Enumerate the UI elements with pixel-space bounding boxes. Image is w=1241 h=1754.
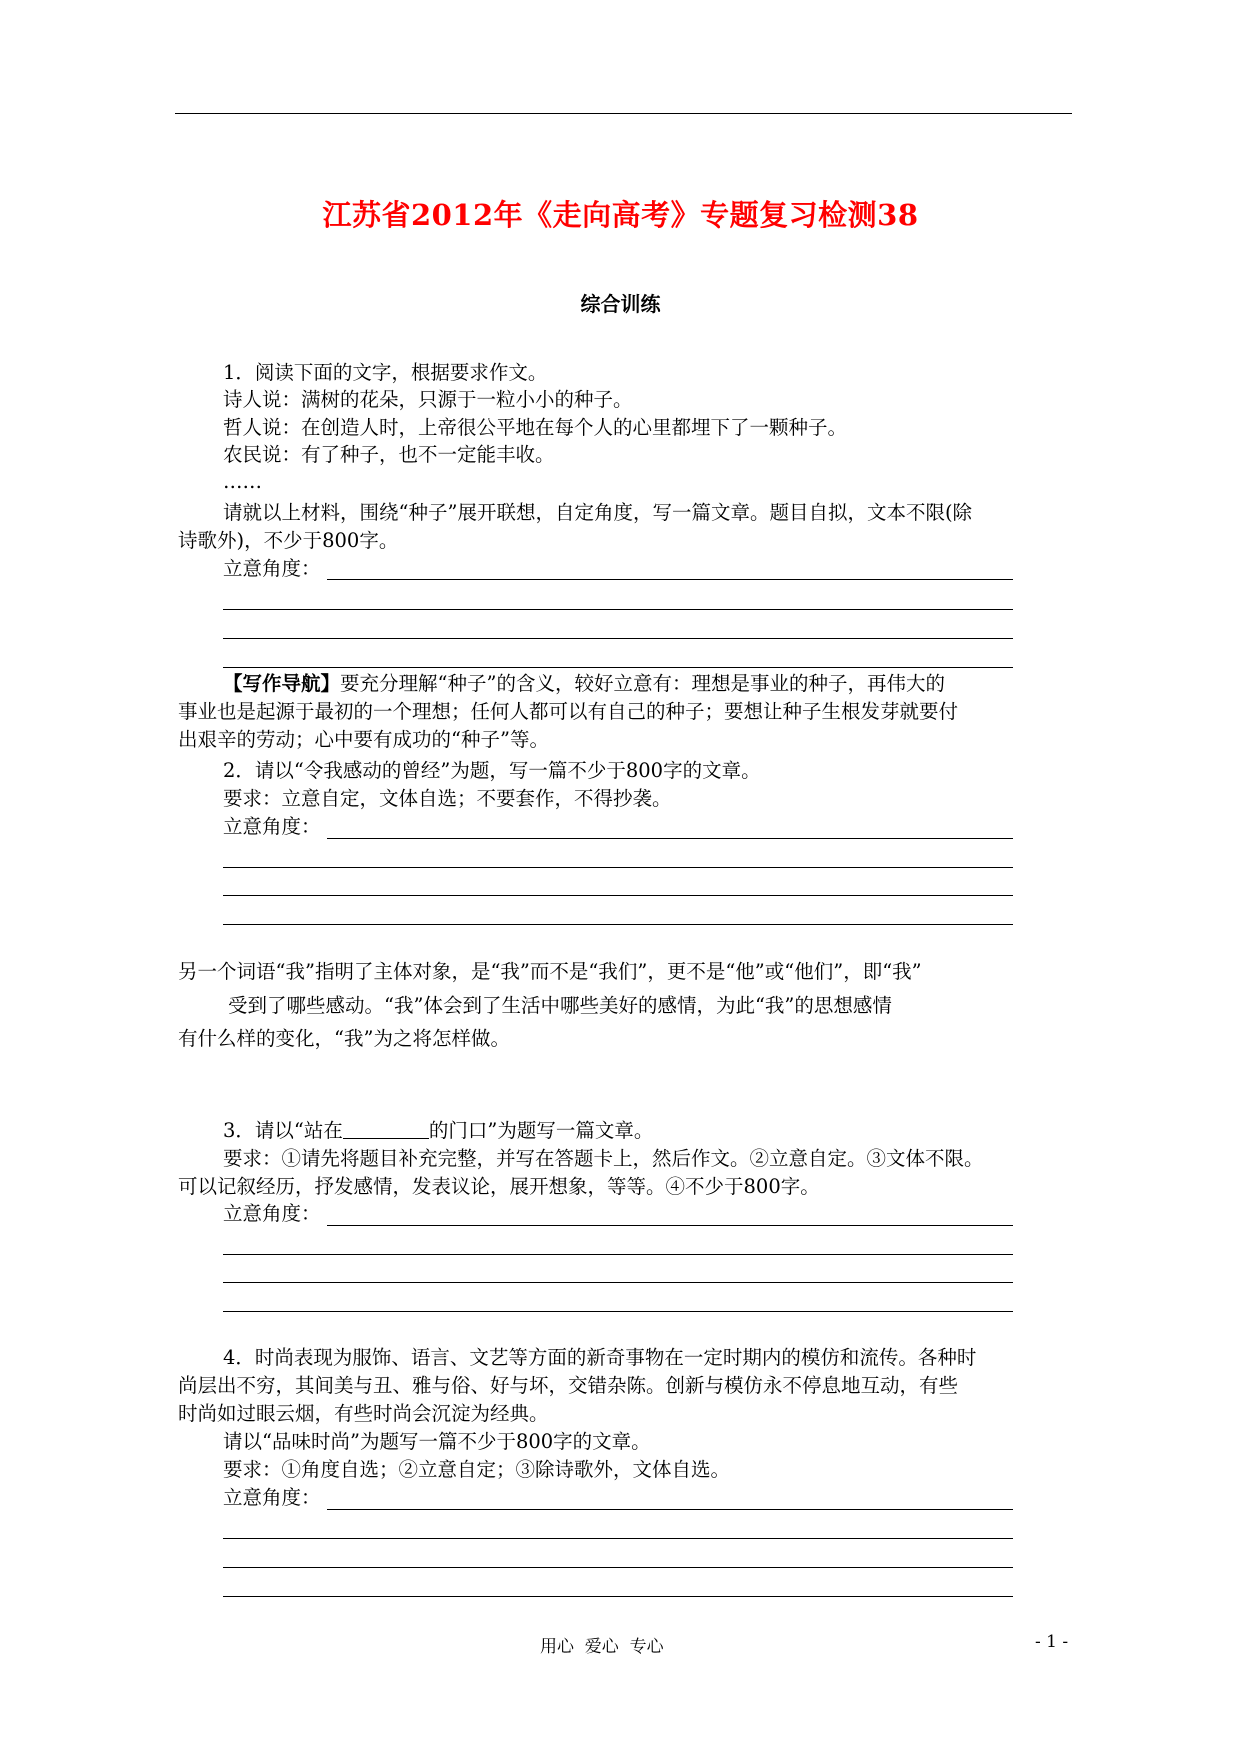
q3-prompt	[223, 1117, 653, 1145]
q4-answer-line	[223, 1596, 1013, 1597]
q2-answer-line	[223, 895, 1013, 896]
q4-answer-line	[223, 1538, 1013, 1539]
header-rule	[175, 113, 1072, 114]
q1-answer-line	[327, 579, 1013, 580]
q1-guide-line2: 事业也是起源于最初的一个理想；任何人都可以有自己的种子；要想让种子生根发芽就要付	[178, 700, 959, 723]
q1-answer-line	[223, 667, 1013, 668]
q3-prompt-after: 的门口”为题写一篇文章。	[428, 1119, 654, 1142]
q1-answer-line	[223, 609, 1013, 610]
q2-requirement: 要求：立意自定，文体自选；不要套作，不得抄袭。	[223, 787, 672, 810]
q3-answer-line	[327, 1225, 1013, 1226]
writing-guide-text: 要充分理解“种子”的含义，较好立意有：理想是事业的种子，再伟大的	[340, 672, 945, 695]
q1-guide-line3: 出艰辛的劳动；心中要有成功的“种子”等。	[178, 728, 549, 751]
q1-farmer: 农民说：有了种子，也不一定能丰收。	[223, 443, 555, 466]
q3-answer-line	[223, 1282, 1013, 1283]
q3-requirement-line1: 要求：①请先将题目补充完整，并写在答题卡上，然后作文。②立意自定。③文体不限。	[223, 1147, 984, 1170]
q4-text-line2: 尚层出不穷，其间美与丑、雅与俗、好与坏，交错杂陈。创新与模仿永不停息地互动，有些	[178, 1374, 959, 1397]
q1-prompt: 1．阅读下面的文字，根据要求作文。	[223, 361, 548, 384]
q3-prompt-before: 3．请以“站在	[223, 1119, 343, 1142]
q2-note-line2: 受到了哪些感动。“我”体会到了生活中哪些美好的感情，为此“我”的思想感情	[228, 994, 892, 1017]
q1-requirement-line2: 诗歌外)，不少于800字。	[178, 529, 399, 552]
q1-philosopher: 哲人说：在创造人时，上帝很公平地在每个人的心里都埋下了一颗种子。	[223, 416, 848, 439]
q2-note-line3: 有什么样的变化，“我”为之将怎样做。	[178, 1027, 510, 1050]
q4-answer-line	[223, 1567, 1013, 1568]
q3-answer-line	[223, 1254, 1013, 1255]
q1-requirement-line1: 请就以上材料，围绕“种子”展开联想，自定角度，写一篇文章。题目自拟，文本不限(除	[223, 501, 973, 524]
q3-requirement-line2: 可以记叙经历，抒发感情，发表议论，展开想象，等等。④不少于800字。	[178, 1175, 820, 1198]
q3-angle-label: 立意角度：	[223, 1202, 321, 1225]
q2-answer-line	[327, 838, 1013, 839]
q2-answer-line	[223, 924, 1013, 925]
q2-prompt: 2．请以“令我感动的曾经”为题，写一篇不少于800字的文章。	[223, 759, 761, 782]
q2-note-line1: 另一个词语“我”指明了主体对象，是“我”而不是“我们”，更不是“他”或“他们”，即“我”	[178, 960, 922, 983]
q4-angle-label: 立意角度：	[223, 1486, 321, 1509]
section-subtitle: 综合训练	[580, 292, 661, 316]
q3-answer-line	[223, 1311, 1013, 1312]
q1-poet: 诗人说：满树的花朵，只源于一粒小小的种子。	[223, 388, 633, 411]
q4-requirement: 要求：①角度自选；②立意自定；③除诗歌外，文体自选。	[223, 1458, 731, 1481]
q4-prompt: 请以“品味时尚”为题写一篇不少于800字的文章。	[223, 1430, 651, 1453]
q4-text-line1: 4．时尚表现为服饰、语言、文艺等方面的新奇事物在一定时期内的模仿和流传。各种时	[223, 1346, 977, 1369]
q3-title-blank	[343, 1118, 429, 1139]
q1-ellipsis: ……	[223, 470, 262, 493]
q1-angle-label: 立意角度：	[223, 557, 321, 580]
q2-angle-label: 立意角度：	[223, 815, 321, 838]
q1-answer-line	[223, 638, 1013, 639]
q2-answer-line	[223, 867, 1013, 868]
page-title: 江苏省2012年《走向高考》专题复习检测38	[322, 198, 919, 232]
q4-answer-line	[327, 1509, 1013, 1510]
q1-guide-line1	[223, 670, 945, 698]
page-number: - 1 -	[1035, 1632, 1069, 1652]
writing-guide-tag: 【写作导航】	[223, 672, 341, 695]
footer-motto: 用心 爱心 专心	[540, 1637, 664, 1657]
q4-text-line3: 时尚如过眼云烟，有些时尚会沉淀为经典。	[178, 1402, 549, 1425]
